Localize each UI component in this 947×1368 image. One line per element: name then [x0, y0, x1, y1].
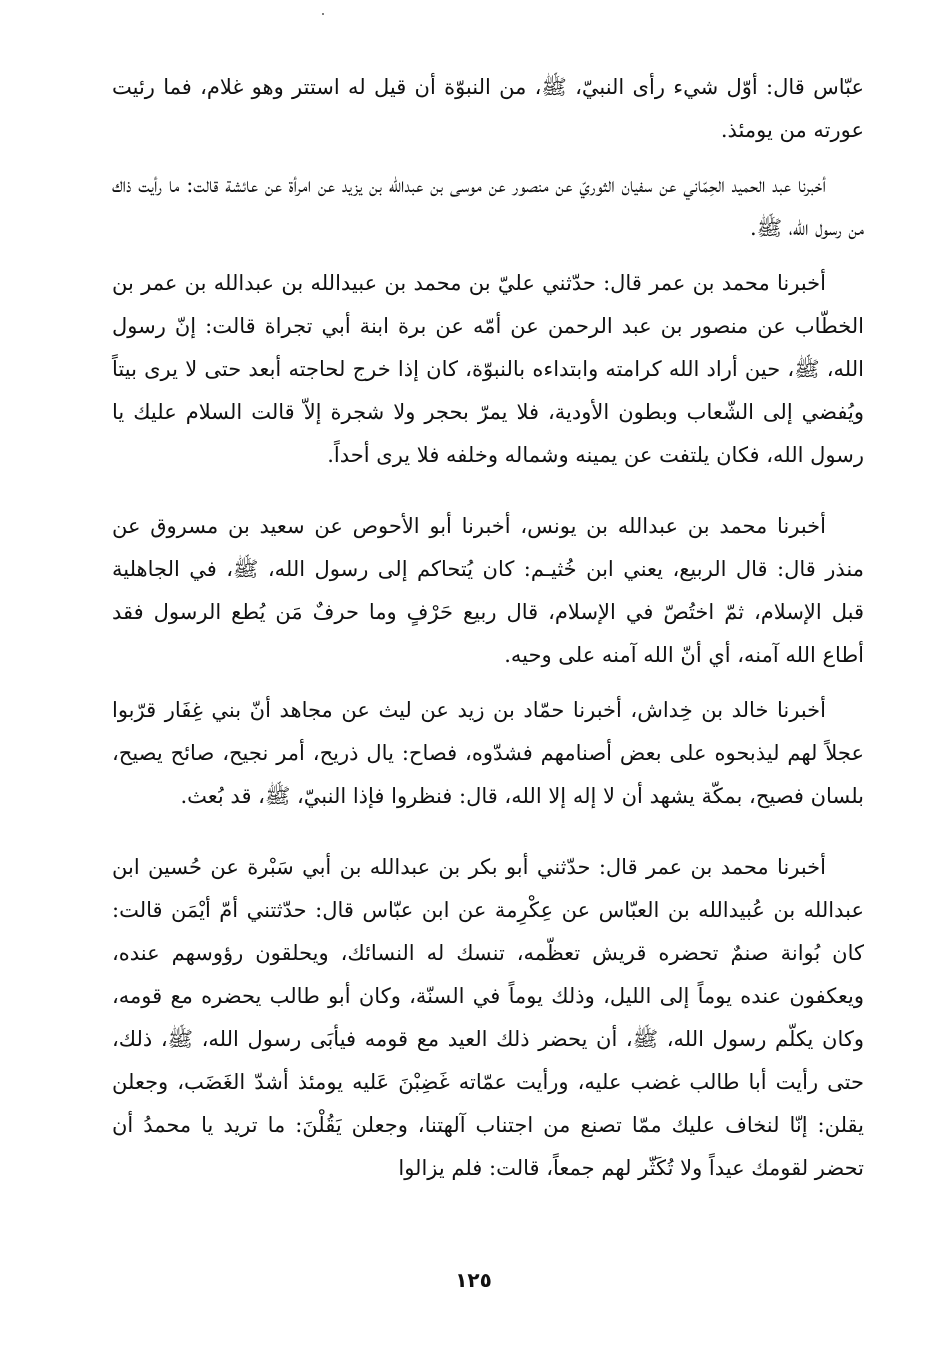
paragraph-2: أخبرنا عبد الحميد الحِمّاني عن سفيان الثوريّ عن منصور عن موسى بن عبدالله بن يزيد عن امرأة عن عائشة قالت: ما رأيت ذاك من رسول الله، ﷺ.	[112, 173, 864, 240]
paragraph-1: عبّاس قال: أوّل شيء رأى النبيّ، ﷺ، من النبوّة أن قيل له استتر وهو غلام، فما رئيت عورته من يومئذ.	[112, 75, 864, 142]
main-text	[112, 66, 864, 1190]
paragraph-3: أخبرنا محمد بن عمر قال: حدّثني عليّ بن محمد بن عبيدالله بن عبدالله بن عمر بن الخطّاب عن منصور بن عبد الرحمن عن أمّه عن برة ابنة أبي تجراة قالت: إنّ رسول الله، ﷺ، حين أراد الله كرامته وابتداءه بالنبوّة، كان إذا خرج لحاجته أبعد حتى لا يرى بيتاً ويُفضي إلى الشّعاب وبطون الأودية، فلا يمرّ بحجر ولا شجرة إلاّ قالت السلام عليك يا رسول الله، فكان يلتفت عن يمينه وشماله وخلفه فلا يرى أحداً.	[112, 271, 864, 467]
paragraph-6: أخبرنا محمد بن عمر قال: حدّثني أبو بكر بن عبدالله بن أبي سَبْرة عن حُسين ابن عبدالله بن عُبيدالله بن العبّاس عن عِكْرِمة عن ابن عبّاس قال: حدّثتني أمّ أيْمَن قالت: كان بُوانة صنمٌ تحضره قريش تعظّمه، تنسك له النسائك، ويحلقون رؤوسهم عنده، ويعكفون عنده يوماً إلى الليل، وذلك يوماً في السنّة، وكان أبو طالب يحضره مع قومه، وكان يكلّم رسول الله، ﷺ، أن يحضر ذلك العيد مع قومه فيأبَى رسول الله، ﷺ، ذلك، حتى رأيت أبا طالب غضب عليه، ورأيت عمّاته غَضِبْنَ عَليه يومئذ أشدّ الغَضَب، وجعلن يقلن: إنّا لنخاف عليك ممّا تصنع من اجتناب آلهتنا، وجعلن يَقُلْنَ: ما تريد يا محمدُ أن تحضر لقومك عيداً ولا تُكَثّر لهم جمعاً، قالت: فلم يزالوا	[112, 855, 864, 1180]
print-speck	[322, 13, 324, 15]
paragraph-5: أخبرنا خالد بن خِداش، أخبرنا حمّاد بن زيد عن ليث عن مجاهد أنّ بني غِفَار قرّبوا عجلاً لهم ليذبحوه على بعض أصنامهم فشدّوه، فصاح: يال ذريح، أمر نجيح، صائح يصيح، بلسان فصيح، بمكّة يشهد أن لا إله إلا الله، قال: فنظروا فإذا النبيّ، ﷺ، قد بُعث.	[112, 698, 864, 808]
page-number: ١٢٥	[455, 1268, 492, 1292]
paragraph-4: أخبرنا محمد بن عبدالله بن يونس، أخبرنا أبو الأحوص عن سعيد بن مسروق عن منذر قال: قال الربيع، يعني ابن خُثيـم: كان يُتحاكم إلى رسول الله، ﷺ، في الجاهلية قبل الإسلام، ثمّ اختُصّ في الإسلام، قال ربيع حَرْفٍ وما حرفٌ مَن يُطع الرسول فقد أطاع الله آمنه، أي أنّ الله آمنه على وحيه.	[112, 514, 864, 667]
